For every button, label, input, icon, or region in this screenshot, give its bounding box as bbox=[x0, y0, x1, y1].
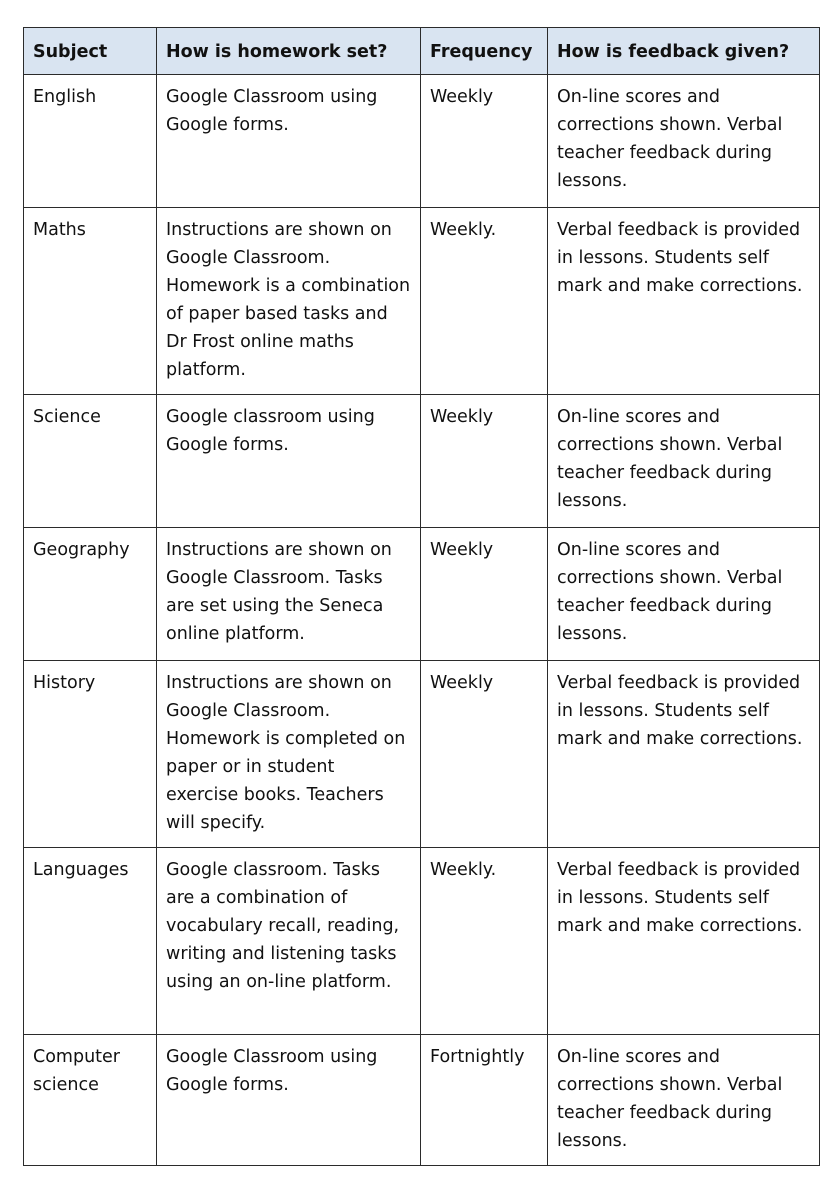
frequency-cell: Weekly bbox=[421, 528, 548, 661]
table-row bbox=[24, 395, 820, 528]
feedback-cell: On-line scores and corrections shown. Verbal teacher feedback during lessons. bbox=[548, 1035, 820, 1166]
how-set-cell: Instructions are shown on Google Classroom. Homework is a combination of paper based tasks and Dr Frost online maths platform. bbox=[157, 208, 421, 395]
frequency-cell: Fortnightly bbox=[421, 1035, 548, 1166]
how-set-cell: Google classroom using Google forms. bbox=[157, 395, 421, 528]
table-row bbox=[24, 661, 820, 848]
frequency-cell: Weekly. bbox=[421, 208, 548, 395]
header-subject: Subject bbox=[24, 28, 157, 75]
feedback-cell: Verbal feedback is provided in lessons. Students self mark and make corrections. bbox=[548, 661, 820, 848]
frequency-cell: Weekly bbox=[421, 661, 548, 848]
how-set-cell: Instructions are shown on Google Classroom. Homework is completed on paper or in student exercise books. Teachers will specify. bbox=[157, 661, 421, 848]
header-frequency: Frequency bbox=[421, 28, 548, 75]
table-row bbox=[24, 848, 820, 1035]
table-row bbox=[24, 1035, 820, 1166]
frequency-cell: Weekly bbox=[421, 75, 548, 208]
how-set-cell: Instructions are shown on Google Classroom. Tasks are set using the Seneca online platform. bbox=[157, 528, 421, 661]
table-row bbox=[24, 75, 820, 208]
subject-cell: Geography bbox=[24, 528, 157, 661]
how-set-cell: Google Classroom using Google forms. bbox=[157, 75, 421, 208]
feedback-cell: On-line scores and corrections shown. Verbal teacher feedback during lessons. bbox=[548, 528, 820, 661]
feedback-cell: Verbal feedback is provided in lessons. Students self mark and make corrections. bbox=[548, 208, 820, 395]
table-row bbox=[24, 528, 820, 661]
homework-table bbox=[23, 27, 820, 1166]
frequency-cell: Weekly bbox=[421, 395, 548, 528]
feedback-cell: On-line scores and corrections shown. Verbal teacher feedback during lessons. bbox=[548, 395, 820, 528]
subject-cell: Maths bbox=[24, 208, 157, 395]
subject-cell: English bbox=[24, 75, 157, 208]
feedback-cell: Verbal feedback is provided in lessons. Students self mark and make corrections. bbox=[548, 848, 820, 1035]
table-row bbox=[24, 208, 820, 395]
subject-cell: History bbox=[24, 661, 157, 848]
header-row bbox=[24, 28, 820, 75]
frequency-cell: Weekly. bbox=[421, 848, 548, 1035]
header-how-set: How is homework set? bbox=[157, 28, 421, 75]
header-feedback: How is feedback given? bbox=[548, 28, 820, 75]
subject-cell: Languages bbox=[24, 848, 157, 1035]
subject-cell: Computer science bbox=[24, 1035, 157, 1166]
how-set-cell: Google Classroom using Google forms. bbox=[157, 1035, 421, 1166]
subject-cell: Science bbox=[24, 395, 157, 528]
how-set-cell: Google classroom. Tasks are a combination of vocabulary recall, reading, writing and listening tasks using an on-line platform. bbox=[157, 848, 421, 1035]
feedback-cell: On-line scores and corrections shown. Verbal teacher feedback during lessons. bbox=[548, 75, 820, 208]
